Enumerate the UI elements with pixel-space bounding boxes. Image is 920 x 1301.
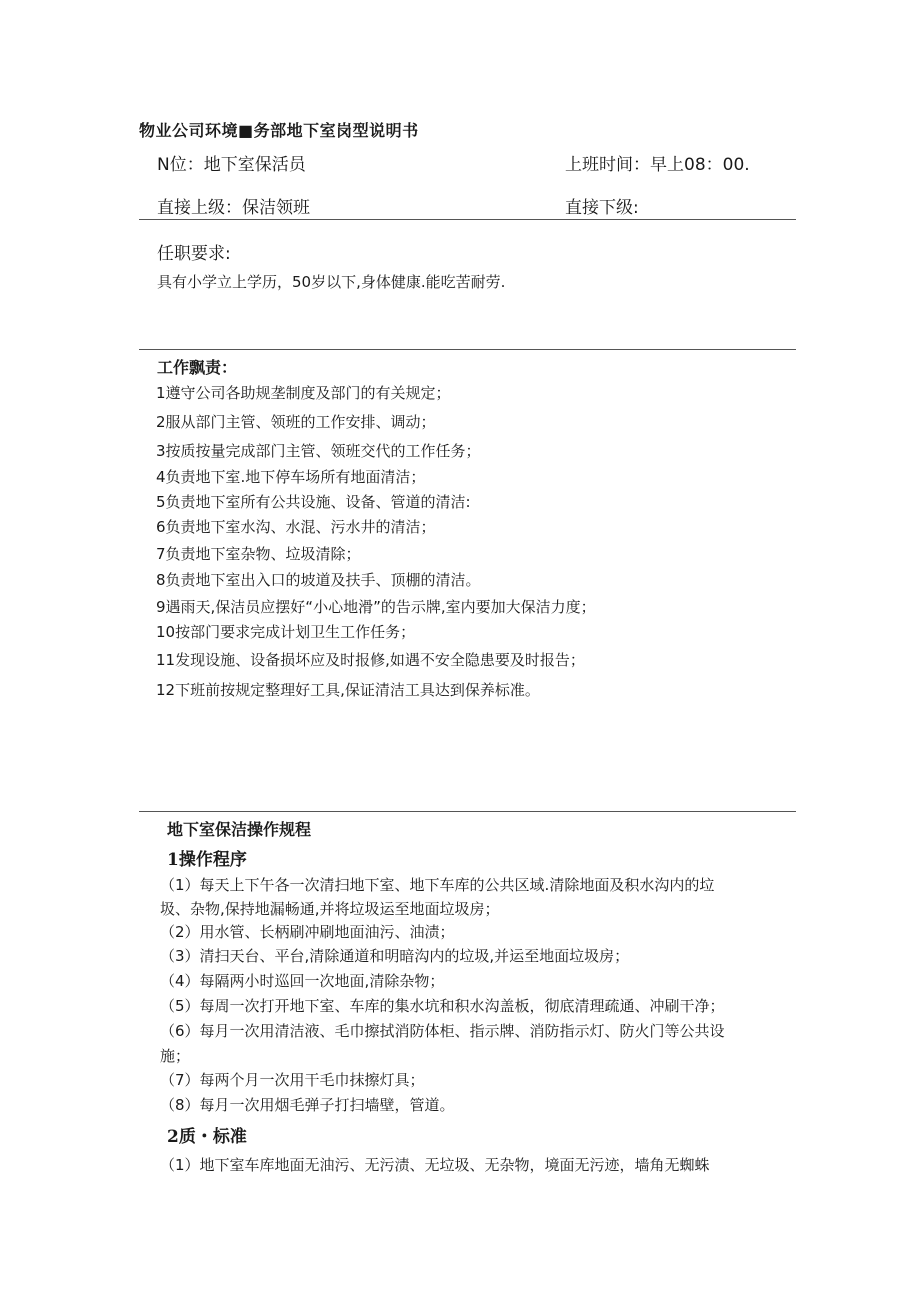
header-divider <box>139 219 796 220</box>
standard-line: （1）地下室车库地面无油污、无污渍、无垃圾、无杂物，境面无污迹，墙角无蜘蛛 <box>160 1156 710 1174</box>
procedure-line: （6）每月一次用清洁液、毛巾擦拭消防体柜、指示牌、消防指示灯、防火门等公共设 <box>160 1022 725 1040</box>
duty-item: 8负责地下室出入口的坡道及扶手、顶棚的清洁。 <box>156 571 481 589</box>
procedure-line: （1）每天上下午各一次清扫地下室、地下车库的公共区域.清除地面及积水沟内的垃 <box>160 876 715 894</box>
procedure-line: （7）每两个月一次用干毛巾抹擦灯具； <box>160 1071 425 1089</box>
duty-item: 1遵守公司各助规垄制度及部门的有关规定； <box>156 384 451 402</box>
requirements-heading: 任职要求: <box>157 244 231 264</box>
duty-item: 9遇雨天,保洁员应摆好“小心地滑”的告示牌,室内要加大保洁力度； <box>156 598 596 616</box>
requirements-divider <box>139 349 796 350</box>
duty-item: 3按质按量完成部门主管、领班交代的工作任务； <box>156 442 481 460</box>
procedure-subheading: 1操作程序 <box>167 850 247 870</box>
duty-item: 5负责地下室所有公共设施、设备、管道的清洁: <box>156 493 471 511</box>
procedure-line: （4）每隔两小时巡回一次地面,清除杂物； <box>160 972 445 990</box>
duty-item: 4负责地下室.地下停车场所有地面清洁； <box>156 468 426 486</box>
duty-item: 2服从部门主管、领班的工作安排、调动； <box>156 413 436 431</box>
shift-label: 上班时间：早上08：00. <box>565 155 750 175</box>
procedure-line: 施； <box>160 1047 191 1065</box>
requirements-text: 具有小学立上学历，50岁以下,身体健康.能吃苦耐劳. <box>157 273 506 291</box>
procedure-line: （5）每周一次打开地下室、车库的集水坑和积水沟盖板，彻底清理疏通、冲刷干净； <box>160 997 725 1015</box>
duty-item: 10按部门要求完成计划卫生工作任务； <box>156 623 416 641</box>
duty-item: 12下班前按规定整理好工具,保证清洁工具达到保养标准。 <box>156 681 540 699</box>
procedure-line: 圾、杂物,保持地漏畅通,并将垃圾运至地面垃圾房； <box>160 900 500 918</box>
post-label: N位：地下室保活员 <box>157 155 306 175</box>
standard-subheading: 2质・标准 <box>167 1127 247 1147</box>
duty-item: 6负责地下室水沟、水混、污水井的清洁； <box>156 518 436 536</box>
document-title: 物业公司环境■务部地下室岗型说明书 <box>139 121 419 140</box>
duties-heading: 工作飘责： <box>157 358 238 377</box>
subordinate-label: 直接下级: <box>565 198 639 218</box>
procedure-line: （8）每月一次用烟毛弹子打扫墙壁，管道。 <box>160 1096 455 1114</box>
duties-divider <box>139 811 796 812</box>
procedure-line: （3）清扫天台、平台,清除通道和明暗沟内的垃圾,并运至地面垃圾房； <box>160 947 630 965</box>
procedure-heading: 地下室保洁操作规程 <box>167 820 312 839</box>
procedure-line: （2）用水管、长柄刷冲刷地面油污、油渍； <box>160 923 455 941</box>
duty-item: 11发现设施、设备损坏应及时报修,如遇不安全隐患要及时报告； <box>156 651 585 669</box>
superior-label: 直接上级：保洁领班 <box>157 198 310 218</box>
duty-item: 7负责地下室杂物、垃圾清除； <box>156 545 361 563</box>
